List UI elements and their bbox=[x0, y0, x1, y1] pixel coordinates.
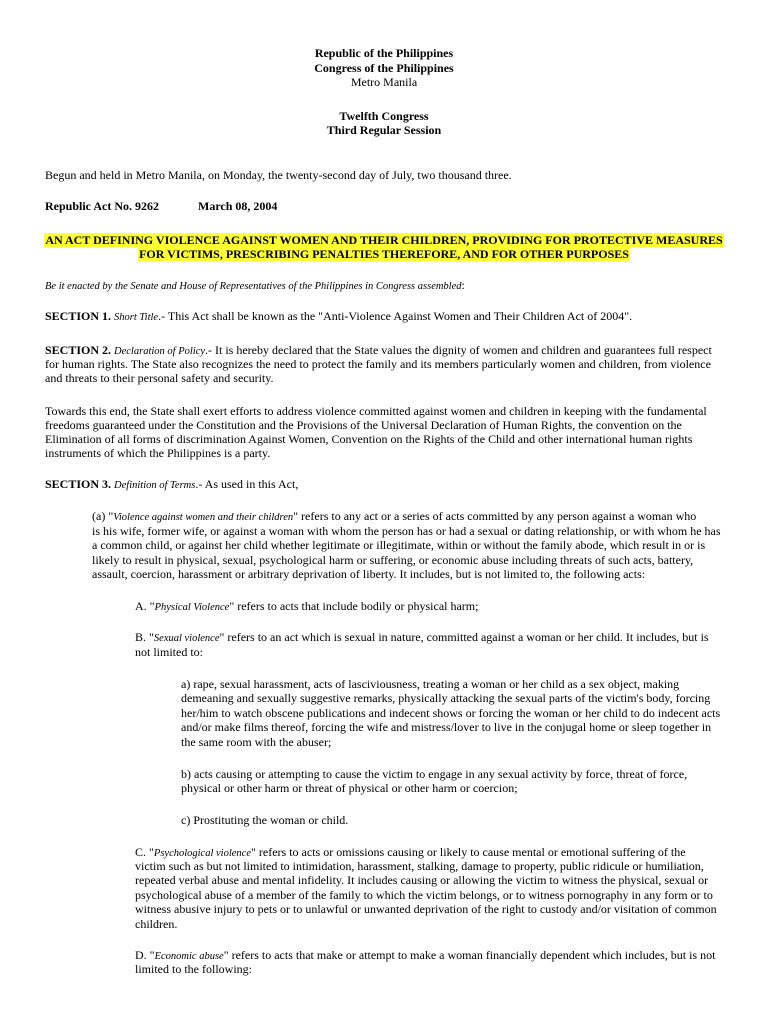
def-C-line-3: repeated verbal abuse and mental infidelity. It includes causing or allowing the victim to witness the physical, sexual or bbox=[135, 873, 709, 887]
def-D-prefix: D. " bbox=[135, 948, 155, 962]
def-Ba-line-4: and/or make films thereof, forcing the wife and mistress/lover to live in the conjugal home or sleep together in bbox=[181, 720, 712, 734]
header-session: Third Regular Session bbox=[326, 123, 442, 137]
section-2-label: SECTION 2. bbox=[45, 343, 112, 357]
act-title-highlight-2: FOR VICTIMS, PRESCRIBING PENALTIES THEREFORE, AND FOR OTHER PURPOSES bbox=[139, 247, 629, 261]
section-3-label: SECTION 3. bbox=[45, 477, 112, 491]
section-3 bbox=[45, 477, 298, 494]
def-A-text: " refers to acts that include bodily or physical harm; bbox=[229, 599, 479, 613]
enacting-clause bbox=[45, 278, 465, 295]
act-title-highlight-1: AN ACT DEFINING VIOLENCE AGAINST WOMEN AND THEIR CHILDREN, PROVIDING FOR PROTECTIVE MEASURES bbox=[45, 233, 723, 247]
def-a-text-1: " refers to any act or a series of acts committed by any person against a woman who bbox=[293, 509, 697, 523]
section-2-line-2: for human rights. The State also recognizes the need to protect the family and its members particularly women and children, from violence bbox=[45, 357, 711, 371]
def-Bb-line-1: b) acts causing or attempting to cause the victim to engage in any sexual activity by force, threat of force, bbox=[181, 767, 688, 781]
begun-statement: Begun and held in Metro Manila, on Monday, the twenty-second day of July, two thousand three. bbox=[45, 168, 512, 182]
header-location: Metro Manila bbox=[350, 75, 418, 89]
def-Bb-line-2: physical or other harm or threat of physical or other harm or coercion; bbox=[181, 781, 518, 795]
def-Bc: c) Prostituting the woman or child. bbox=[181, 813, 349, 827]
header-congress-number: Twelfth Congress bbox=[339, 109, 429, 123]
def-a-prefix: (a) " bbox=[92, 509, 114, 523]
def-Ba-line-1: a) rape, sexual harassment, acts of lasciviousness, treating a woman or her child as a sex object, making bbox=[181, 677, 680, 691]
def-Ba-line-2: demeaning and sexually suggestive remarks, physically attacking the sexual parts of the victim's body, forcing bbox=[181, 691, 711, 705]
def-a-line-3: a common child, or against her child whether legitimate or illegitimate, within or without the family abode, which result in or is bbox=[92, 538, 706, 552]
section-3-title: Definition of Terms bbox=[114, 480, 196, 491]
def-a-line-5: assault, coercion, harassment or arbitrary deprivation of liberty. It includes, but is not limited to, the following acts: bbox=[92, 567, 646, 581]
section-1-title: Short Title bbox=[114, 312, 159, 323]
header-congress: Congress of the Philippines bbox=[314, 61, 454, 75]
def-C-line-2: victim such as but not limited to intimidation, harassment, stalking, damage to property, public ridicule or humiliation, bbox=[135, 859, 704, 873]
act-date: March 08, 2004 bbox=[198, 199, 278, 213]
def-B-line-1 bbox=[135, 630, 709, 647]
section-3-text: .- As used in this Act, bbox=[195, 477, 299, 491]
enacting-text: Be it enacted by the Senate and House of Representatives of the Philippines in Congress assembled bbox=[45, 281, 462, 292]
def-D-line-2: limited to the following: bbox=[135, 962, 252, 976]
section-1-text: .- This Act shall be known as the "Anti-Violence Against Women and Their Children Act of 2004". bbox=[158, 309, 633, 323]
section-1-label: SECTION 1. bbox=[45, 309, 112, 323]
def-A-prefix: A. " bbox=[135, 599, 155, 613]
def-D-text-1: " refers to acts that make or attempt to make a woman financially dependent which includes, but is not bbox=[223, 948, 716, 962]
towards-line-1: Towards this end, the State shall exert efforts to address violence committed against women and children in keeping with the fundamental bbox=[45, 404, 707, 418]
def-a-line-4: likely to result in physical, sexual, psychological harm or suffering, or economic abuse including threats of such acts, battery, bbox=[92, 553, 694, 567]
def-C-text-1: " refers to acts or omissions causing or likely to cause mental or emotional suffering of the bbox=[251, 845, 686, 859]
def-C-line-5: witness abusive injury to pets or to unlawful or unwanted deprivation of the right to custody and/or visitation of common bbox=[135, 902, 717, 916]
def-a-term: Violence against women and their children bbox=[113, 512, 294, 523]
def-B-line-2: not limited to: bbox=[135, 645, 203, 659]
def-Ba-line-5: the same room with the abuser; bbox=[181, 735, 332, 749]
def-C-line-6: children. bbox=[135, 917, 178, 931]
section-2-title: Declaration of Policy bbox=[114, 346, 206, 357]
section-2-text-1: .- It is hereby declared that the State values the dignity of women and children and guarantees full respect bbox=[205, 343, 712, 357]
enacting-colon: : bbox=[461, 278, 465, 292]
act-number: Republic Act No. 9262 bbox=[45, 199, 159, 213]
towards-line-4: instruments of which the Philippines is a party. bbox=[45, 446, 271, 460]
def-A bbox=[135, 599, 478, 616]
def-A-term: Physical Violence bbox=[154, 602, 230, 613]
section-1 bbox=[45, 309, 632, 326]
def-a-line-2: is his wife, former wife, or against a woman with whom the person has or had a sexual or dating relationship, or with whom he has bbox=[92, 524, 721, 538]
towards-line-2: freedoms guaranteed under the Constitution and the Provisions of the Universal Declaration of Human Rights, the convention on the bbox=[45, 418, 682, 432]
def-B-prefix: B. " bbox=[135, 630, 154, 644]
def-C-prefix: C. " bbox=[135, 845, 154, 859]
act-title-line-2 bbox=[0, 247, 768, 261]
def-D-term: Economic abuse bbox=[154, 951, 224, 962]
def-C-line-4: psychological abuse of a member of the family to which the victim belongs, or to witness pornography in any form or to bbox=[135, 888, 713, 902]
def-C-term: Psychological violence bbox=[153, 848, 251, 859]
def-B-term: Sexual violence bbox=[153, 633, 220, 644]
header-republic: Republic of the Philippines bbox=[314, 46, 454, 60]
def-Ba-line-3: her/him to watch obscene publications and indecent shows or forcing the woman or her child to do indecent acts bbox=[181, 706, 721, 720]
def-B-text-1: " refers to an act which is sexual in nature, committed against a woman or her child. It includes, but is bbox=[219, 630, 709, 644]
section-2-line-3: and threats to their personal safety and security. bbox=[45, 371, 274, 385]
towards-line-3: Elimination of all forms of discrimination Against Women, Convention on the Rights of the Child and other international human rights bbox=[45, 432, 693, 446]
act-title-line-1 bbox=[0, 233, 768, 247]
